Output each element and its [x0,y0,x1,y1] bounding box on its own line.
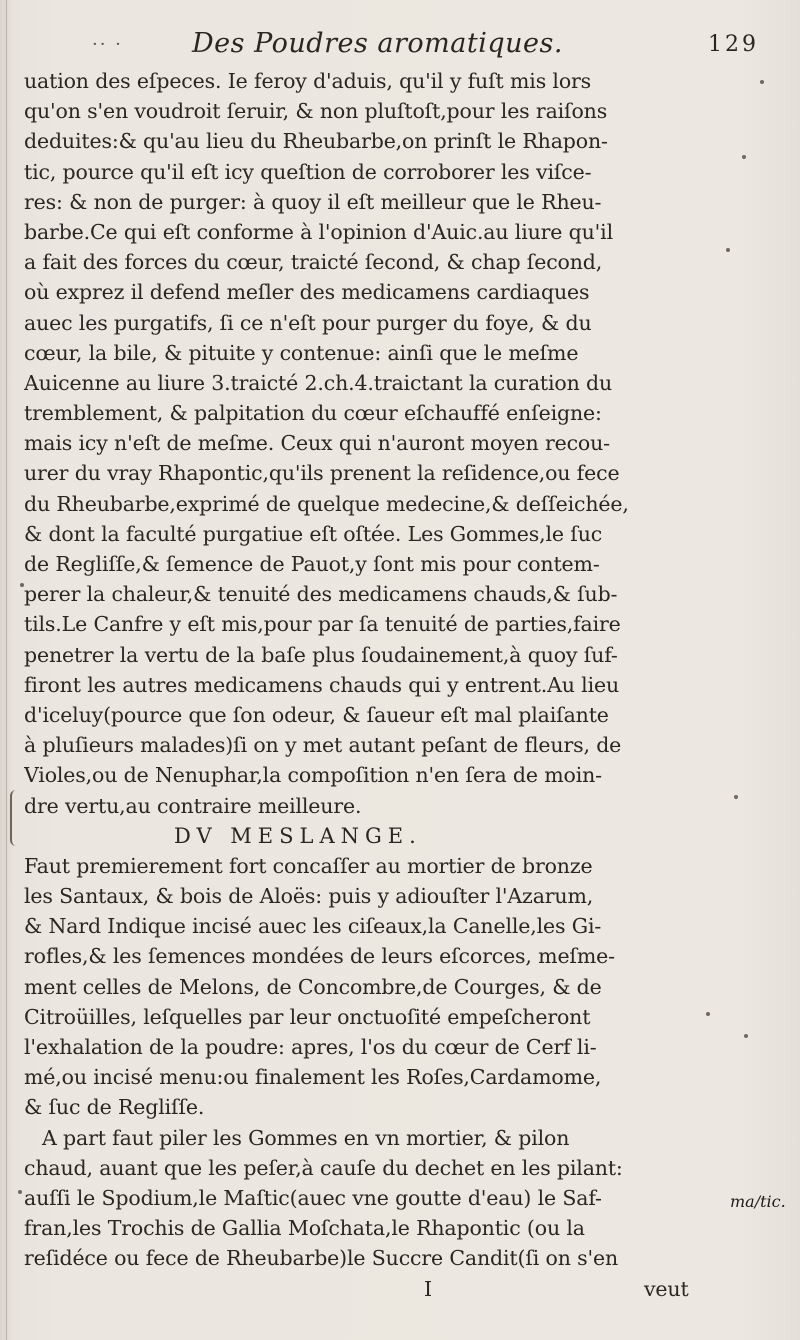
text-line: l'exhalation de la poudre: apres, l'os du cœur de Cerf li- [24,1035,597,1059]
text-line: firont les autres medicamens chauds qui y entrent.Au lieu [24,672,620,697]
text-line: Faut premierement fort concaſſer au mortier de bronze [24,853,593,878]
ink-speck [734,795,738,799]
text-line: reſidéce ou fece de Rheubarbe)le Succre Candit(ſi on s'en [24,1246,619,1271]
ink-speck [744,1034,748,1038]
binding-gutter [6,0,7,1340]
text-line: a fait des forces du cœur, traicté ſecond, & chap ſecond, [24,250,603,275]
text-line: & Nard Indique incisé auec les ciſeaux,la Canelle,les Gi- [24,914,602,939]
text-line: Auicenne au liure 3.traicté 2.ch.4.traictant la curation du [24,370,613,395]
text-line: A part faut piler les Gommes en vn mortier, & pilon [42,1125,570,1150]
running-header [0,28,800,68]
page-number: 129 [708,32,759,57]
text-line: où exprez il defend meſler des medicamens cardiaques [24,280,590,305]
text-line: dre vertu,au contraire meilleure. [24,793,362,818]
header-ornament: ·· · [92,34,123,55]
text-line: & dont la faculté purgatiue eſt oſtée. Les Gommes,le ſuc [24,521,603,546]
text-line: tils.Le Canfre y eſt mis,pour par ſa tenuité de parties,faire [24,612,621,637]
text-line: chaud, auant que les peſer,à cauſe du dechet en les pilant: [24,1155,623,1180]
text-line: qu'on s'en voudroit ſeruir, & non pluſtoſt,pour les raiſons [24,99,608,124]
text-line: mais icy n'eſt de meſme. Ceux qui n'auront moyen recou- [24,431,610,456]
ink-speck [726,248,730,252]
text-line: Violes,ou de Nenuphar,la compoſition n'en ſera de moin- [24,763,602,788]
text-line: de Regliſſe,& ſemence de Pauot,y ſont mis pour contem- [24,552,600,576]
text-line: du Rheubarbe,exprimé de quelque medecine,& deſſeichée, [24,491,629,516]
text-line: res: & non de purger: à quoy il eſt meilleur que le Rheu- [24,189,602,214]
text-line: Citroüilles, leſquelles par leur onctuoſité empeſcheront [24,1004,591,1029]
running-title: Des Poudres aromatiques. [192,28,563,59]
text-line: urer du vray Rhapontic,qu'ils prenent la reſidence,ou fece [24,461,620,486]
margin-annotation: ma/tic. [730,1192,786,1211]
text-line: tremblement, & palpitation du cœur eſchauffé enſeigne: [24,401,602,426]
section-heading: DV MESLANGE. [174,823,422,848]
paragraph-meslange [24,851,714,1274]
catchword: veut [644,1276,689,1301]
paragraph-body [24,66,714,821]
text-line: uation des eſpeces. Ie feroy d'aduis, qu'il y fuſt mis lors [24,69,592,93]
ink-speck [18,1190,22,1194]
text-line: à pluſieurs malades)ſi on y met autant peſant de fleurs, de [24,733,622,758]
ink-speck [20,583,24,587]
ink-speck [742,155,746,159]
text-line: penetrer la vertu de la baſe plus ſoudainement,à quoy ſuf- [24,642,618,667]
text-line: auſſi le Spodium,le Maſtic(auec vne goutte d'eau) le Saf- [24,1185,602,1210]
text-line: tic, pource qu'il eſt icy queſtion de corroborer les viſce- [24,159,592,184]
text-line: d'iceluy(pource que ſon odeur, & ſaueur eſt mal plaiſante [24,702,609,727]
signature-mark: I [424,1276,432,1301]
ink-speck [706,1012,710,1016]
text-line: barbe.Ce qui eſt conforme à l'opinion d'Auic.au liure qu'il [24,219,613,244]
text-line: mé,ou incisé menu:ou finalement les Roſes,Cardamome, [24,1065,602,1090]
text-line: fran,les Trochis de Gallia Moſchata,le Rhapontic (ou la [24,1216,585,1241]
signature-line [24,1274,714,1304]
ink-speck [760,80,764,84]
page-text [24,66,714,1304]
text-line: ment celles de Melons, de Concombre,de Courges, & de [24,974,602,999]
text-line: les Santaux, & bois de Aloës: puis y adiouſter l'Azarum, [24,884,594,909]
margin-bracket [10,790,20,846]
text-line: & ſuc de Regliſſe. [24,1095,205,1120]
text-line: auec les purgatifs, ſi ce n'eſt pour purger du foye, & du [24,310,592,335]
text-line: perer la chaleur,& tenuité des medicamens chauds,& ſub- [24,582,618,607]
text-line: cœur, la bile, & pituite y contenue: ainſi que le meſme [24,340,579,365]
text-line: rofles,& les ſemences mondées de leurs eſcorces, meſme- [24,944,615,969]
text-line: deduites:& qu'au lieu du Rheubarbe,on prinſt le Rhapon- [24,129,608,154]
